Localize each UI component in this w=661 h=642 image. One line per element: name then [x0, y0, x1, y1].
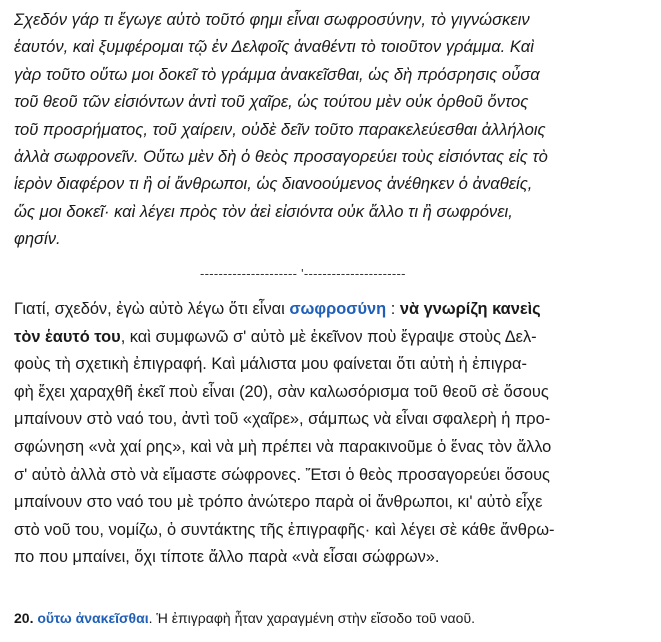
translation-line	[14, 296, 654, 324]
translation-line: σ' αὐτὸ ἀλλὰ στὸ νὰ εἴμαστε σώφρονες. Ἔτσι ὁ θεὸς προσαγορεύει ὅσους	[14, 465, 550, 484]
translation-line: μπαίνουν στο ναό του μὲ τρόπο ἀνώτερο παρὰ οἱ ἄνθρωποι, κι' αὐτὸ εἶχε	[14, 493, 543, 512]
translation-line: σφώνηση «νὰ χαί ρης», καὶ νὰ μὴ πρέπει νὰ παρακινοῦμε ὁ ἕνας τὸν ἄλλο	[14, 437, 552, 456]
bold-phrase: νὰ γνωρίζη κανεὶς	[399, 300, 541, 318]
ancient-line: γὰρ τοῦτο οὕτω μοι δοκεῖ τὸ γράμμα ἀνακεῖσθαι, ὡς δὴ πρόσρησις οὖσα	[14, 64, 540, 84]
translation-text: , καὶ συμφωνῶ σ' αὐτὸ μὲ ἐκεῖνον ποὺ ἔγραψε στοὺς Δελ-	[120, 327, 537, 346]
ancient-line: ἑαυτόν, καὶ ξυμφέρομαι τῷ ἐν Δελφοῖς ἀναθέντι τὸ τοιοῦτον γράμμα. Καὶ	[14, 37, 534, 57]
translation-line: πο που μπαίνει, ὅχι τίποτε ἄλλο παρὰ «νὰ εἶσαι σώφρων».	[14, 548, 440, 567]
ancient-greek-passage	[14, 6, 654, 253]
ancient-line: ἀλλὰ σωφρονεῖν. Οὕτω μὲν δὴ ὁ θεὸς προσαγορεύει τοὺς εἰσιόντας εἰς τὸ	[14, 147, 548, 167]
modern-greek-translation	[14, 296, 654, 572]
translation-line: στὸ νοῦ του, νομίζω, ὁ συντάκτης τῆς ἐπιγραφῆς· καὶ λέγει σὲ κάθε ἄνθρω-	[14, 520, 555, 539]
footnote	[14, 608, 654, 628]
translation-text: :	[386, 300, 400, 318]
translation-text: Γιατί, σχεδόν, ἐγὼ αὐτὸ λέγω ὅτι εἶναι	[14, 300, 290, 318]
translation-line: φὴ ἔχει χαραχθῆ ἐκεῖ ποὺ εἶναι (20), σὰν καλωσόρισμα τοῦ θεοῦ σὲ ὅσους	[14, 382, 549, 401]
section-divider: --------------------- '----------------------	[200, 266, 406, 281]
translation-line: φοὺς τὴ σχετικὴ ἐπιγραφή. Καὶ μάλιστα μου φαίνεται ὅτι αὐτὴ ἡ ἐπιγρα-	[14, 355, 527, 374]
ancient-line: ὥς μοι δοκεῖ· καὶ λέγει πρὸς τὸν ἀεὶ εἰσιόντα οὐκ ἄλλο τι ἢ σωφρόνει,	[14, 201, 513, 221]
ancient-line: ἱερὸν διαφέρον τι ἢ οἱ ἄνθρωποι, ὡς διανοούμενος ἀνέθηκεν ὁ ἀναθείς,	[14, 174, 533, 194]
ancient-line: τοῦ θεοῦ τῶν εἰσιόντων ἀντὶ τοῦ χαῖρε, ὡς τούτου μὲν οὐκ ὀρθοῦ ὄντος	[14, 92, 529, 112]
footnote-number: 20.	[14, 610, 34, 626]
translation-line: μπαίνουν στὸ ναό του, ἀντὶ τοῦ «χαῖρε», σάμπως νὰ εἶναι σφαλερὴ ἡ προ-	[14, 410, 551, 429]
translation-line	[14, 324, 654, 352]
ancient-line: τοῦ προσρήματος, τοῦ χαίρειν, οὐδὲ δεῖν τοῦτο παρακελεύεσθαι ἀλλήλοις	[14, 119, 546, 139]
highlight-term-link[interactable]: σωφροσύνη	[289, 300, 387, 318]
footnote-text: . Ἡ ἐπιγραφὴ ἦταν χαραγμένη στὴν εἴσοδο τοῦ ναοῦ.	[148, 610, 475, 626]
bold-phrase: τὸν ἑαυτό του	[14, 327, 121, 346]
footnote-term-link[interactable]: οὕτω ἀνακεῖσθαι	[37, 610, 149, 626]
ancient-line: φησίν.	[14, 229, 61, 249]
ancient-line: Σχεδόν γάρ τι ἔγωγε αὐτὸ τοῦτό φημι εἶναι σωφροσύνην, τὸ γιγνώσκειν	[14, 10, 530, 29]
